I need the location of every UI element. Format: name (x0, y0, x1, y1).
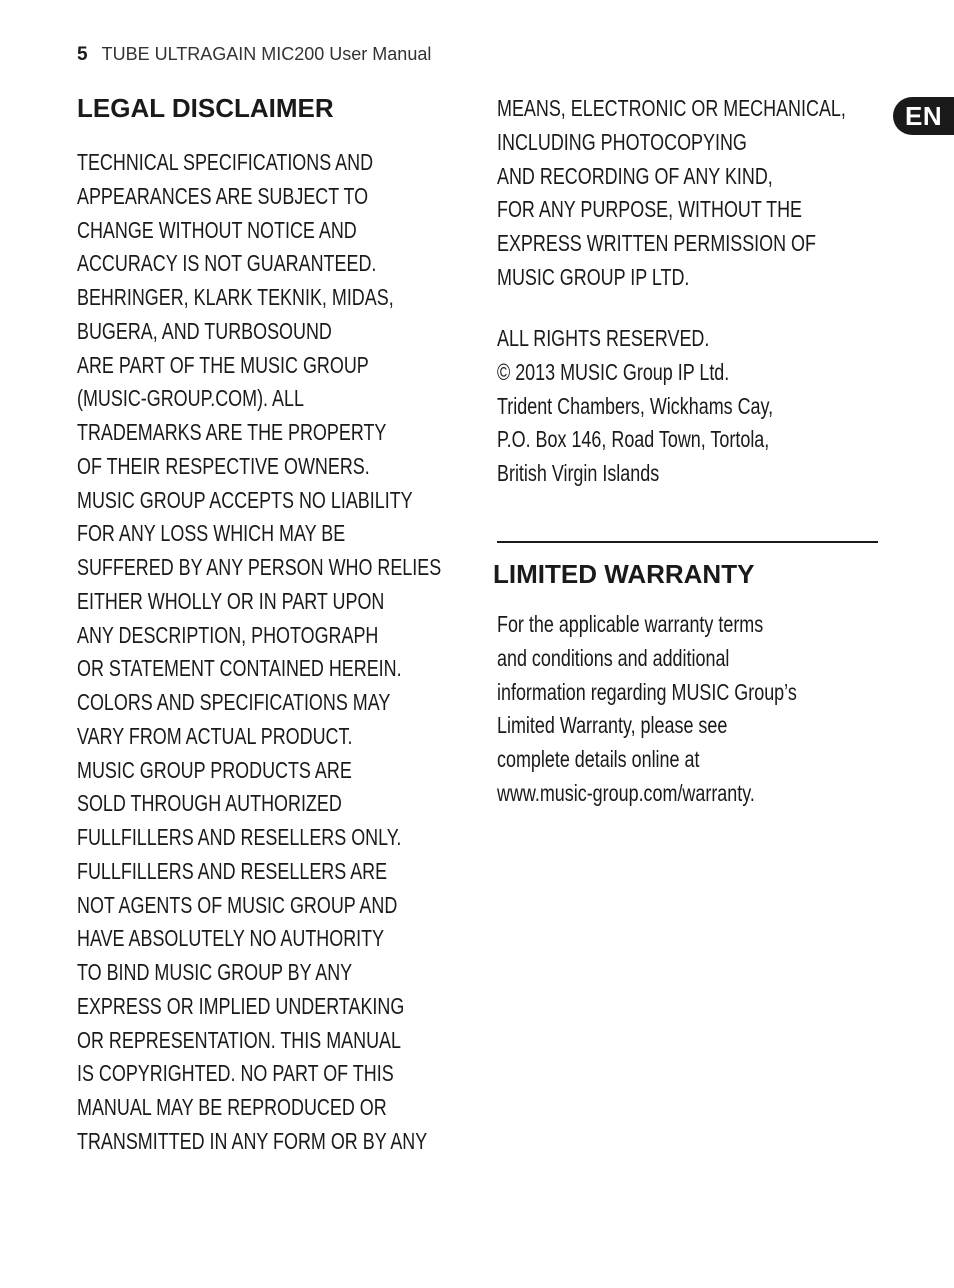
text-line: Trident Chambers, Wickhams Cay, (497, 392, 774, 419)
text-line: TRADEMARKS ARE THE PROPERTY (77, 419, 387, 445)
text-line: FULLFILLERS AND RESELLERS ONLY. (77, 824, 402, 850)
text-line: OF THEIR RESPECTIVE OWNERS. (77, 452, 370, 479)
text-line: ACCURACY IS NOT GUARANTEED. (77, 250, 377, 277)
text-line: COLORS AND SPECIFICATIONS MAY (77, 689, 391, 715)
text-line: IS COPYRIGHTED. NO PART OF THIS (77, 1060, 394, 1087)
text-line: MEANS, ELECTRONIC OR MECHANICAL, (497, 95, 846, 121)
text-line: (MUSIC-GROUP.COM). ALL (77, 385, 304, 412)
text-line: SOLD THROUGH AUTHORIZED (77, 790, 342, 817)
legal-disclaimer-heading: LEGAL DISCLAIMER (77, 93, 334, 123)
text-line: ALL RIGHTS RESERVED. (497, 325, 710, 351)
text-line: VARY FROM ACTUAL PRODUCT. (77, 722, 353, 749)
text-line: INCLUDING PHOTOCOPYING (497, 128, 747, 155)
text-line: complete details online at (497, 746, 700, 772)
text-line: HAVE ABSOLUTELY NO AUTHORITY (77, 925, 385, 952)
warranty-url: www.music-group.com/warranty. (497, 779, 755, 806)
text-line: Limited Warranty, please see (497, 712, 728, 739)
document-title: TUBE ULTRAGAIN MIC200 User Manual (101, 44, 432, 64)
text-line: MUSIC GROUP ACCEPTS NO LIABILITY (77, 486, 413, 513)
page-header (77, 44, 431, 68)
text-line: and conditions and additional (497, 644, 730, 671)
text-line: British Virgin Islands (497, 460, 660, 486)
text-line: MANUAL MAY BE REPRODUCED OR (77, 1094, 387, 1120)
text-line: For the applicable warranty terms (497, 611, 764, 637)
text-line: MUSIC GROUP IP LTD. (497, 263, 690, 290)
text-line: © 2013 MUSIC Group IP Ltd. (497, 358, 730, 385)
section-divider (497, 541, 878, 543)
text-line: ANY DESCRIPTION, PHOTOGRAPH (77, 621, 379, 648)
page-number: 5 (77, 44, 88, 65)
text-line: ARE PART OF THE MUSIC GROUP (77, 351, 369, 378)
text-line: TRANSMITTED IN ANY FORM OR BY ANY (77, 1127, 428, 1154)
text-line: information regarding MUSIC Group’s (497, 678, 797, 705)
text-line: FULLFILLERS AND RESELLERS ARE (77, 857, 388, 884)
text-line: NOT AGENTS OF MUSIC GROUP AND (77, 891, 398, 918)
text-line: P.O. Box 146, Road Town, Tortola, (497, 426, 770, 453)
text-line: FOR ANY LOSS WHICH MAY BE (77, 520, 346, 547)
text-line: BUGERA, AND TURBOSOUND (77, 317, 332, 344)
text-line: CHANGE WITHOUT NOTICE AND (77, 216, 357, 243)
text-line: APPEARANCES ARE SUBJECT TO (77, 182, 369, 209)
text-line: TO BIND MUSIC GROUP BY ANY (77, 959, 353, 985)
limited-warranty-heading: LIMITED WARRANTY (493, 559, 755, 589)
text-line: AND RECORDING OF ANY KIND, (497, 162, 773, 189)
text-line: OR REPRESENTATION. THIS MANUAL (77, 1026, 401, 1053)
text-line: OR STATEMENT CONTAINED HEREIN. (77, 655, 402, 682)
text-line: EITHER WHOLLY OR IN PART UPON (77, 587, 385, 614)
text-line: MUSIC GROUP PRODUCTS ARE (77, 756, 352, 783)
text-line: SUFFERED BY ANY PERSON WHO RELIES (77, 554, 442, 580)
text-line: EXPRESS WRITTEN PERMISSION OF (497, 230, 816, 256)
text-line: FOR ANY PURPOSE, WITHOUT THE (497, 196, 803, 223)
text-line: BEHRINGER, KLARK TEKNIK, MIDAS, (77, 284, 394, 310)
text-line: EXPRESS OR IMPLIED UNDERTAKING (77, 992, 405, 1019)
legal-disclaimer-continuation (497, 92, 944, 295)
text-line: TECHNICAL SPECIFICATIONS AND (77, 149, 374, 175)
limited-warranty-body (497, 608, 881, 811)
language-tab-en: EN (893, 97, 954, 135)
rights-reserved-block (497, 322, 851, 491)
legal-disclaimer-body (77, 146, 544, 1159)
